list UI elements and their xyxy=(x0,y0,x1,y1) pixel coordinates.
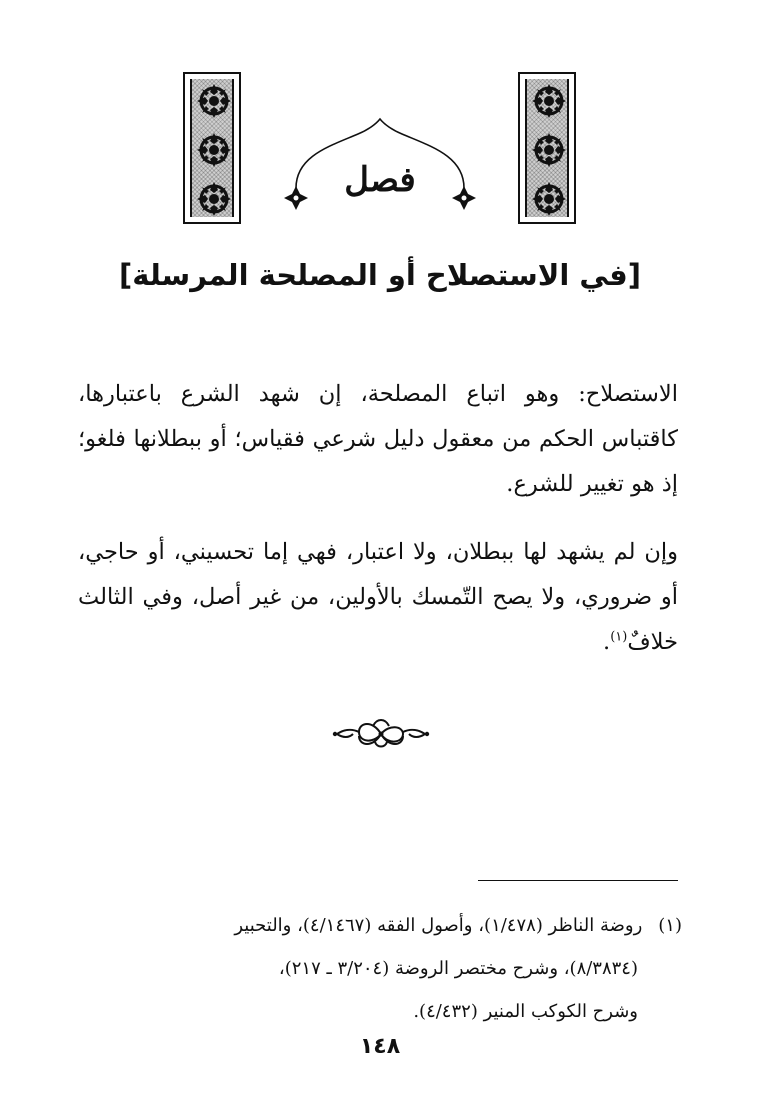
paragraph-end: . xyxy=(603,629,611,655)
page-number: ١٤٨ xyxy=(359,1034,401,1059)
footnote-line xyxy=(78,904,682,947)
footnote-reference[interactable]: (١) xyxy=(610,629,628,645)
body-paragraph xyxy=(78,372,678,507)
footnote-line: (٨/٣٨٣٤)، وشرح مختصر الروضة (٣/٢٠٤ ـ ٢١٧)، xyxy=(278,958,638,979)
footnote-number: (١) xyxy=(658,915,682,936)
ornament-panel-right xyxy=(518,72,576,224)
section-divider-ornament-icon xyxy=(329,712,433,756)
rosette-ornament-icon xyxy=(185,74,243,226)
paragraph-text: وإن لم يشهد لها ببطلان، ولا اعتبار، فهي إما تحسيني، أو حاجي، أو ضروري، ولا يصح التّمسك بالأولين، من غير أصل، وفي الثالث خلافٌ xyxy=(78,539,678,655)
chapter-heading: [في الاستصلاح أو المصلحة المرسلة] xyxy=(119,258,641,292)
footnote-line: وشرح الكوكب المنير (٤/٤٣٢). xyxy=(413,1001,638,1022)
body-paragraph xyxy=(78,530,678,665)
footnote xyxy=(78,904,682,1033)
footnote-text: روضة الناظر (١/٤٧٨)، وأصول الفقه (٤/١٤٦٧)، والتحبير xyxy=(234,915,643,936)
rosette-ornament-icon xyxy=(520,74,578,226)
paragraph-text: الاستصلاح: وهو اتباع المصلحة، إن شهد الشرع باعتبارها، كاقتباس الحكم من معقول دليل شرعي فقياس؛ أو ببطلانها فلغو؛ إذ هو تغيير للشرع. xyxy=(78,381,678,497)
section-title: فصل xyxy=(344,160,416,200)
ornament-panel-left xyxy=(183,72,241,224)
footnote-divider xyxy=(478,880,678,881)
